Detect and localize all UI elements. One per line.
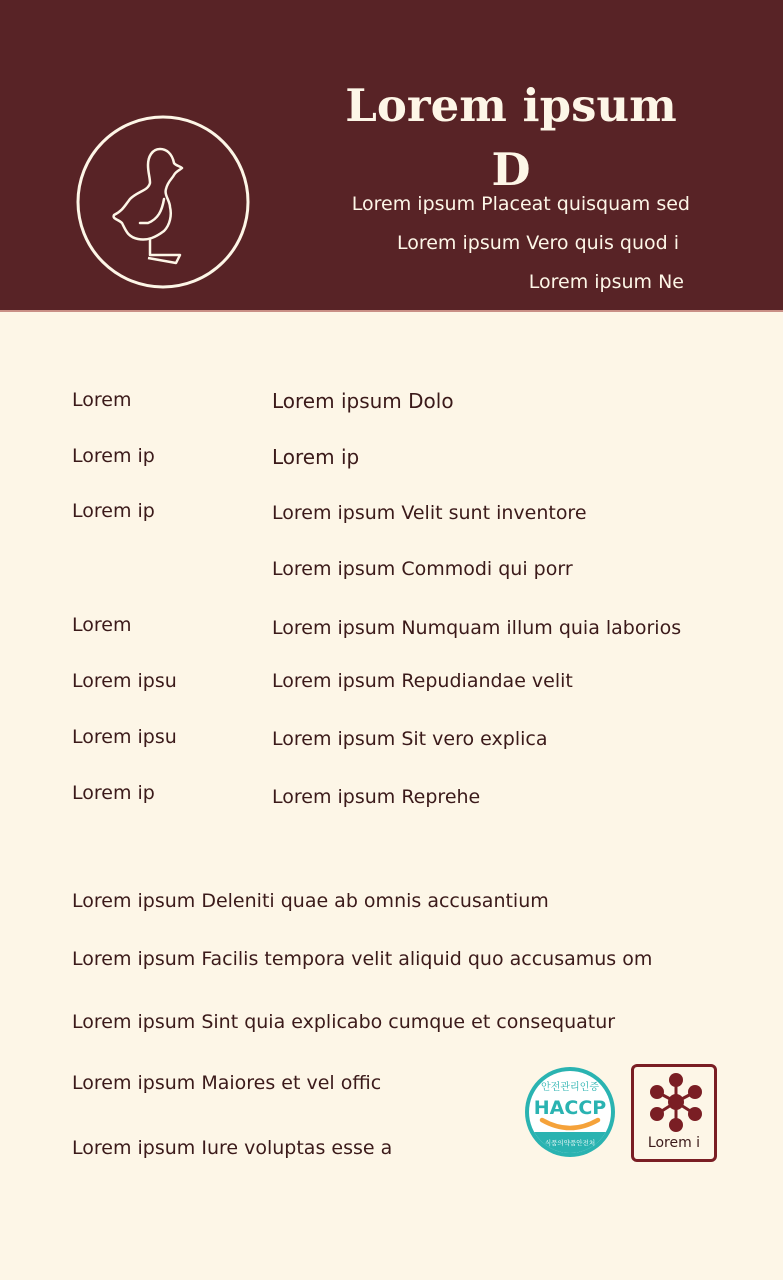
spec-label: Lorem ipsu <box>72 670 177 692</box>
molecule-icon <box>646 1072 706 1132</box>
spec-value: Lorem ipsum Velit sunt inventore <box>272 502 587 524</box>
title-line-1: Lorem ipsum <box>345 79 677 132</box>
spec-label: Lorem ip <box>72 500 155 522</box>
title-line-2: D <box>491 143 531 196</box>
spec-value: Lorem ipsum Sit vero explica <box>272 728 548 750</box>
note-line: Lorem ipsum Sint quia explicabo cumque et consequatur <box>72 1011 616 1033</box>
spec-value: Lorem ipsum Dolo <box>272 389 454 413</box>
svg-text:HACCP: HACCP <box>533 1097 607 1119</box>
svg-text:식품의약품안전처: 식품의약품안전처 <box>544 1139 596 1147</box>
spec-label: Lorem ipsu <box>72 726 177 748</box>
duck-icon <box>76 115 250 289</box>
spec-label: Lorem ip <box>72 445 155 467</box>
spec-label: Lorem <box>72 614 132 636</box>
svg-text:안전관리인증: 안전관리인증 <box>541 1082 599 1093</box>
subtitle-line: Lorem ipsum Ne <box>528 271 684 293</box>
spec-value: Lorem ip <box>272 445 360 469</box>
note-line: Lorem ipsum Iure voluptas esse a <box>72 1137 393 1159</box>
spec-label: Lorem <box>72 389 132 411</box>
spec-value: Lorem ipsum Reprehe <box>272 786 481 808</box>
note-line: Lorem ipsum Facilis tempora velit aliquid quo accusamus om <box>72 948 653 970</box>
spec-value: Lorem ipsum Numquam illum quia laborios <box>272 617 682 639</box>
haccp-badge-icon <box>524 1066 616 1158</box>
note-line: Lorem ipsum Maiores et vel offic <box>72 1072 382 1094</box>
page-title <box>330 74 692 202</box>
subtitle-line: Lorem ipsum Placeat quisquam sed <box>351 193 690 215</box>
note-line: Lorem ipsum Deleniti quae ab omnis accusantium <box>72 890 549 912</box>
subtitle-line: Lorem ipsum Vero quis quod i <box>396 232 679 254</box>
certification-badge <box>631 1064 717 1162</box>
spec-value: Lorem ipsum Repudiandae velit <box>272 670 573 692</box>
spec-label: Lorem ip <box>72 782 155 804</box>
certification-label: Lorem i <box>647 1135 701 1151</box>
spec-value: Lorem ipsum Commodi qui porr <box>272 558 573 580</box>
header-banner <box>0 0 783 312</box>
